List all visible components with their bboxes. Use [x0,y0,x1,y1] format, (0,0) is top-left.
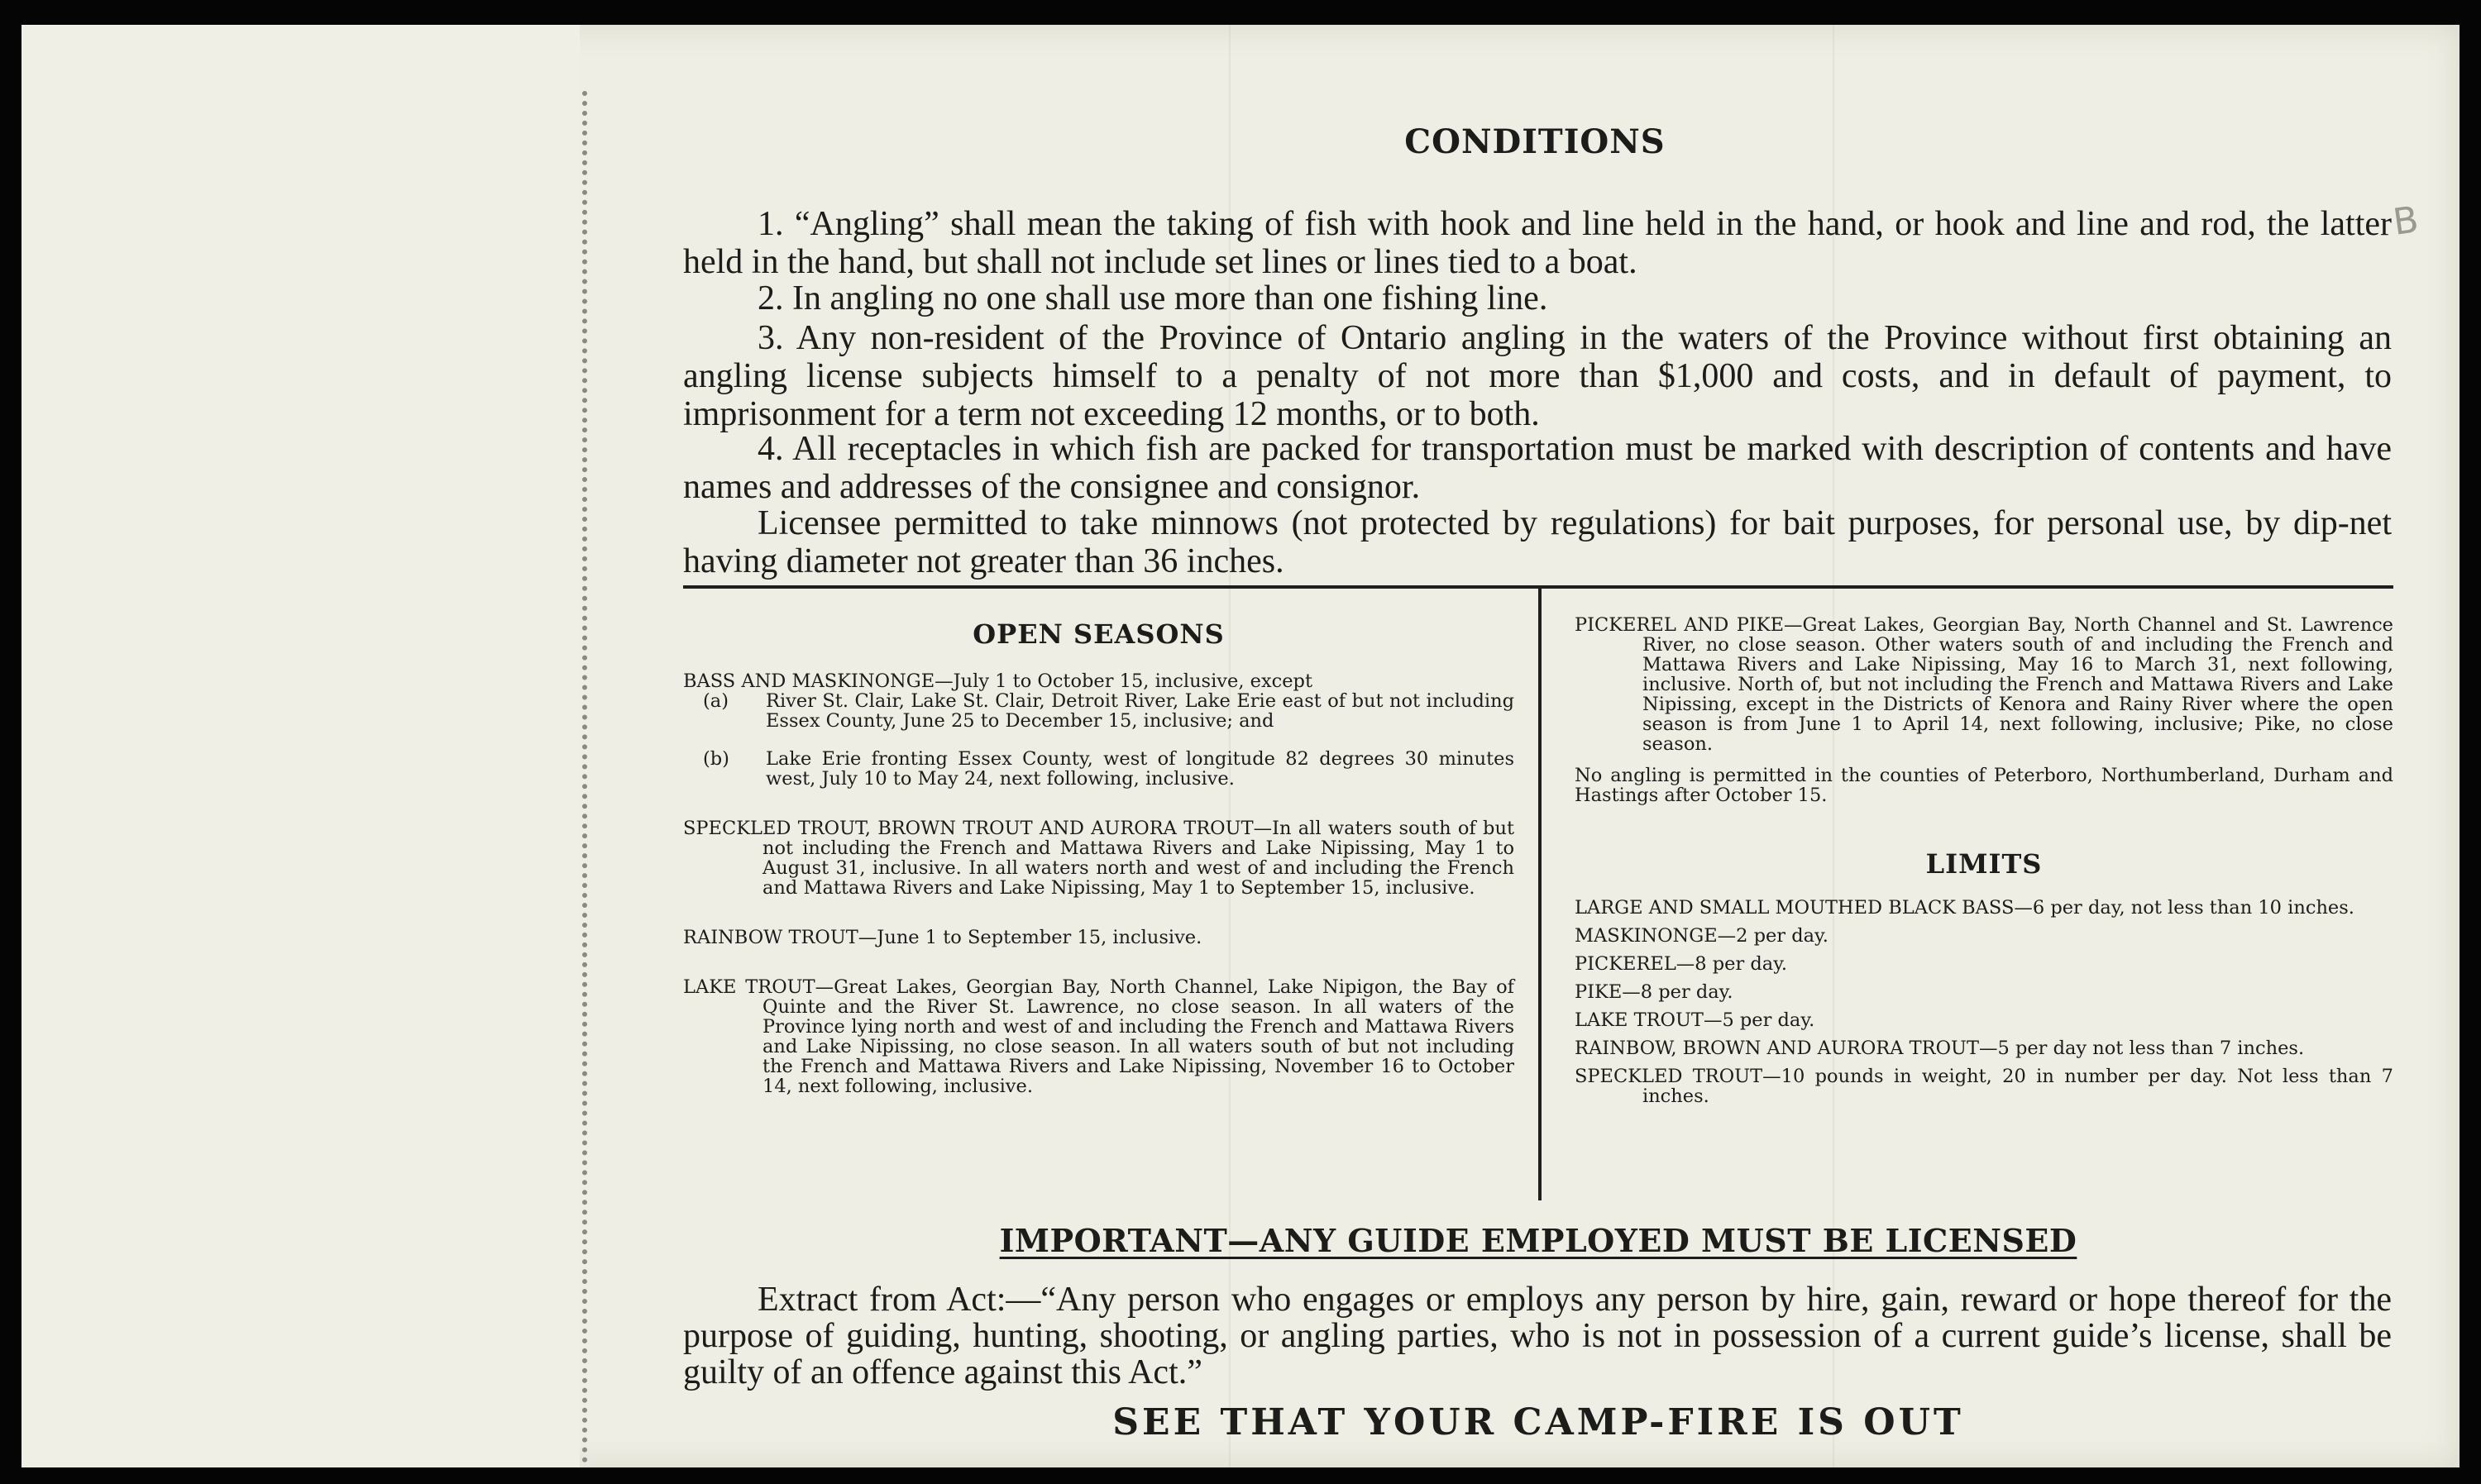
limit-item: LAKE TROUT—5 per day. [1575,1009,1815,1031]
clause-text: Lake Erie fronting Essex County, west of longitude 82 degrees 30 minutes west, July 10 to May 24, next following, inclusive. [766,748,1514,790]
clause-label: (b) [703,748,729,770]
speckled-trout-season: SPECKLED TROUT, BROWN TROUT AND AURORA TROUT—In all waters south of but not including the French and Mattawa Rivers and Lake Nipissing, May 1 to August 31, inclusive. In all waters north and west of and including the French and Mattawa Rivers and Lake Nipissing, May 1 to September 15, inclusive. [683,818,1514,899]
condition-3: 3. Any non-resident of the Province of Ontario angling in the waters of the Province without first obtaining an angling license subjects himself to a penalty of not more than $1,000 and costs, and in default of payment, to imprisonment for a term not exceeding 12 months, or to both. [683,319,2392,433]
bass-clause-b [683,749,1514,789]
conditions-title: CONDITIONS [1404,122,1666,161]
no-angling-note: No angling is permitted in the counties of Peterboro, Northumberland, Durham and Hastings after October 15. [1575,765,2393,806]
main-panel [683,25,2421,1467]
condition-1: 1. “Angling” shall mean the taking of fish with hook and line held in the hand, or hook and line and rod, the latter held in the hand, but shall not include set lines or lines tied to a boat. [683,205,2392,281]
clause-label: (a) [703,690,729,712]
license-stub [22,25,580,1467]
campfire-warning: SEE THAT YOUR CAMP-FIRE IS OUT [1112,1401,1964,1443]
limit-item: SPECKLED TROUT—10 pounds in weight, 20 in number per day. Not less than 7 inches. [1575,1066,2393,1107]
pickerel-pike-season: PICKEREL AND PIKE—Great Lakes, Georgian Bay, North Channel and St. Lawrence River, no close season. Other waters south of and including the French and Mattawa Rivers and Lake Nipissing, May 16 to March 31, next following, inclusive. North of, but not including the French and Mattawa Rivers and Lake Nipissing, except in the Districts of Kenora and Rainy River where the open season is from June 1 to April 14, next following, inclusive; Pike, no close season. [1575,614,2393,755]
important-notice [683,1222,2393,1259]
rainbow-trout-season: RAINBOW TROUT—June 1 to September 15, inclusive. [683,927,1202,948]
document-sheet [22,25,2459,1467]
column-divider [1538,587,1542,1200]
open-seasons-title: OPEN SEASONS [973,618,1225,650]
limit-item: RAINBOW, BROWN AND AURORA TROUT—5 per day not less than 7 inches. [1575,1038,2305,1059]
minnows-note: Licensee permitted to take minnows (not protected by regulations) for bait purposes, for personal use, by dip-net having diameter not greater than 36 inches. [683,504,2392,580]
condition-4: 4. All receptacles in which fish are packed for transportation must be marked with description of contents and have names and addresses of the consignee and consignor. [683,430,2392,506]
clause-text: River St. Clair, Lake St. Clair, Detroit River, Lake Erie east of but not including Essex County, June 25 to December 15, inclusive; and [766,690,1514,732]
limit-item: MASKINONGE—2 per day. [1575,925,1828,947]
right-column [1575,595,2393,1106]
limit-item: PICKEREL—8 per day. [1575,953,1788,975]
act-extract: Extract from Act:—“Any person who engages or employs any person by hire, gain, reward or hope thereof for the purpose of guiding, hunting, shooting, or angling parties, who is not in possession of a current guide’s license, shall be guilty of an offence against this Act.” [683,1281,2392,1391]
open-seasons-column [683,595,1514,1096]
bass-clause-a [683,691,1514,731]
limit-item: LARGE AND SMALL MOUTHED BLACK BASS—6 per day, not less than 10 inches. [1575,897,2354,919]
pencil-annotation: B [2390,198,2421,244]
important-heading: IMPORTANT—ANY GUIDE EMPLOYED MUST BE LICENSED [999,1222,2077,1259]
limit-item: PIKE—8 per day. [1575,981,1733,1003]
bass-heading: BASS AND MASKINONGE—July 1 to October 15, inclusive, except [683,670,1313,692]
condition-2: 2. In angling no one shall use more than one fishing line. [758,279,1548,317]
lake-trout-season: LAKE TROUT—Great Lakes, Georgian Bay, North Channel, Lake Nipigon, the Bay of Quinte and the River St. Lawrence, no close season. In all waters of the Province lying north and west of and including the French and Mattawa Rivers and Lake Nipissing, no close season. In all waters south of but not including the French and Mattawa Rivers and Lake Nipissing, November 16 to October 14, next following, inclusive. [683,976,1514,1097]
perforation-line [582,91,587,1463]
limits-title: LIMITS [1925,848,2043,880]
